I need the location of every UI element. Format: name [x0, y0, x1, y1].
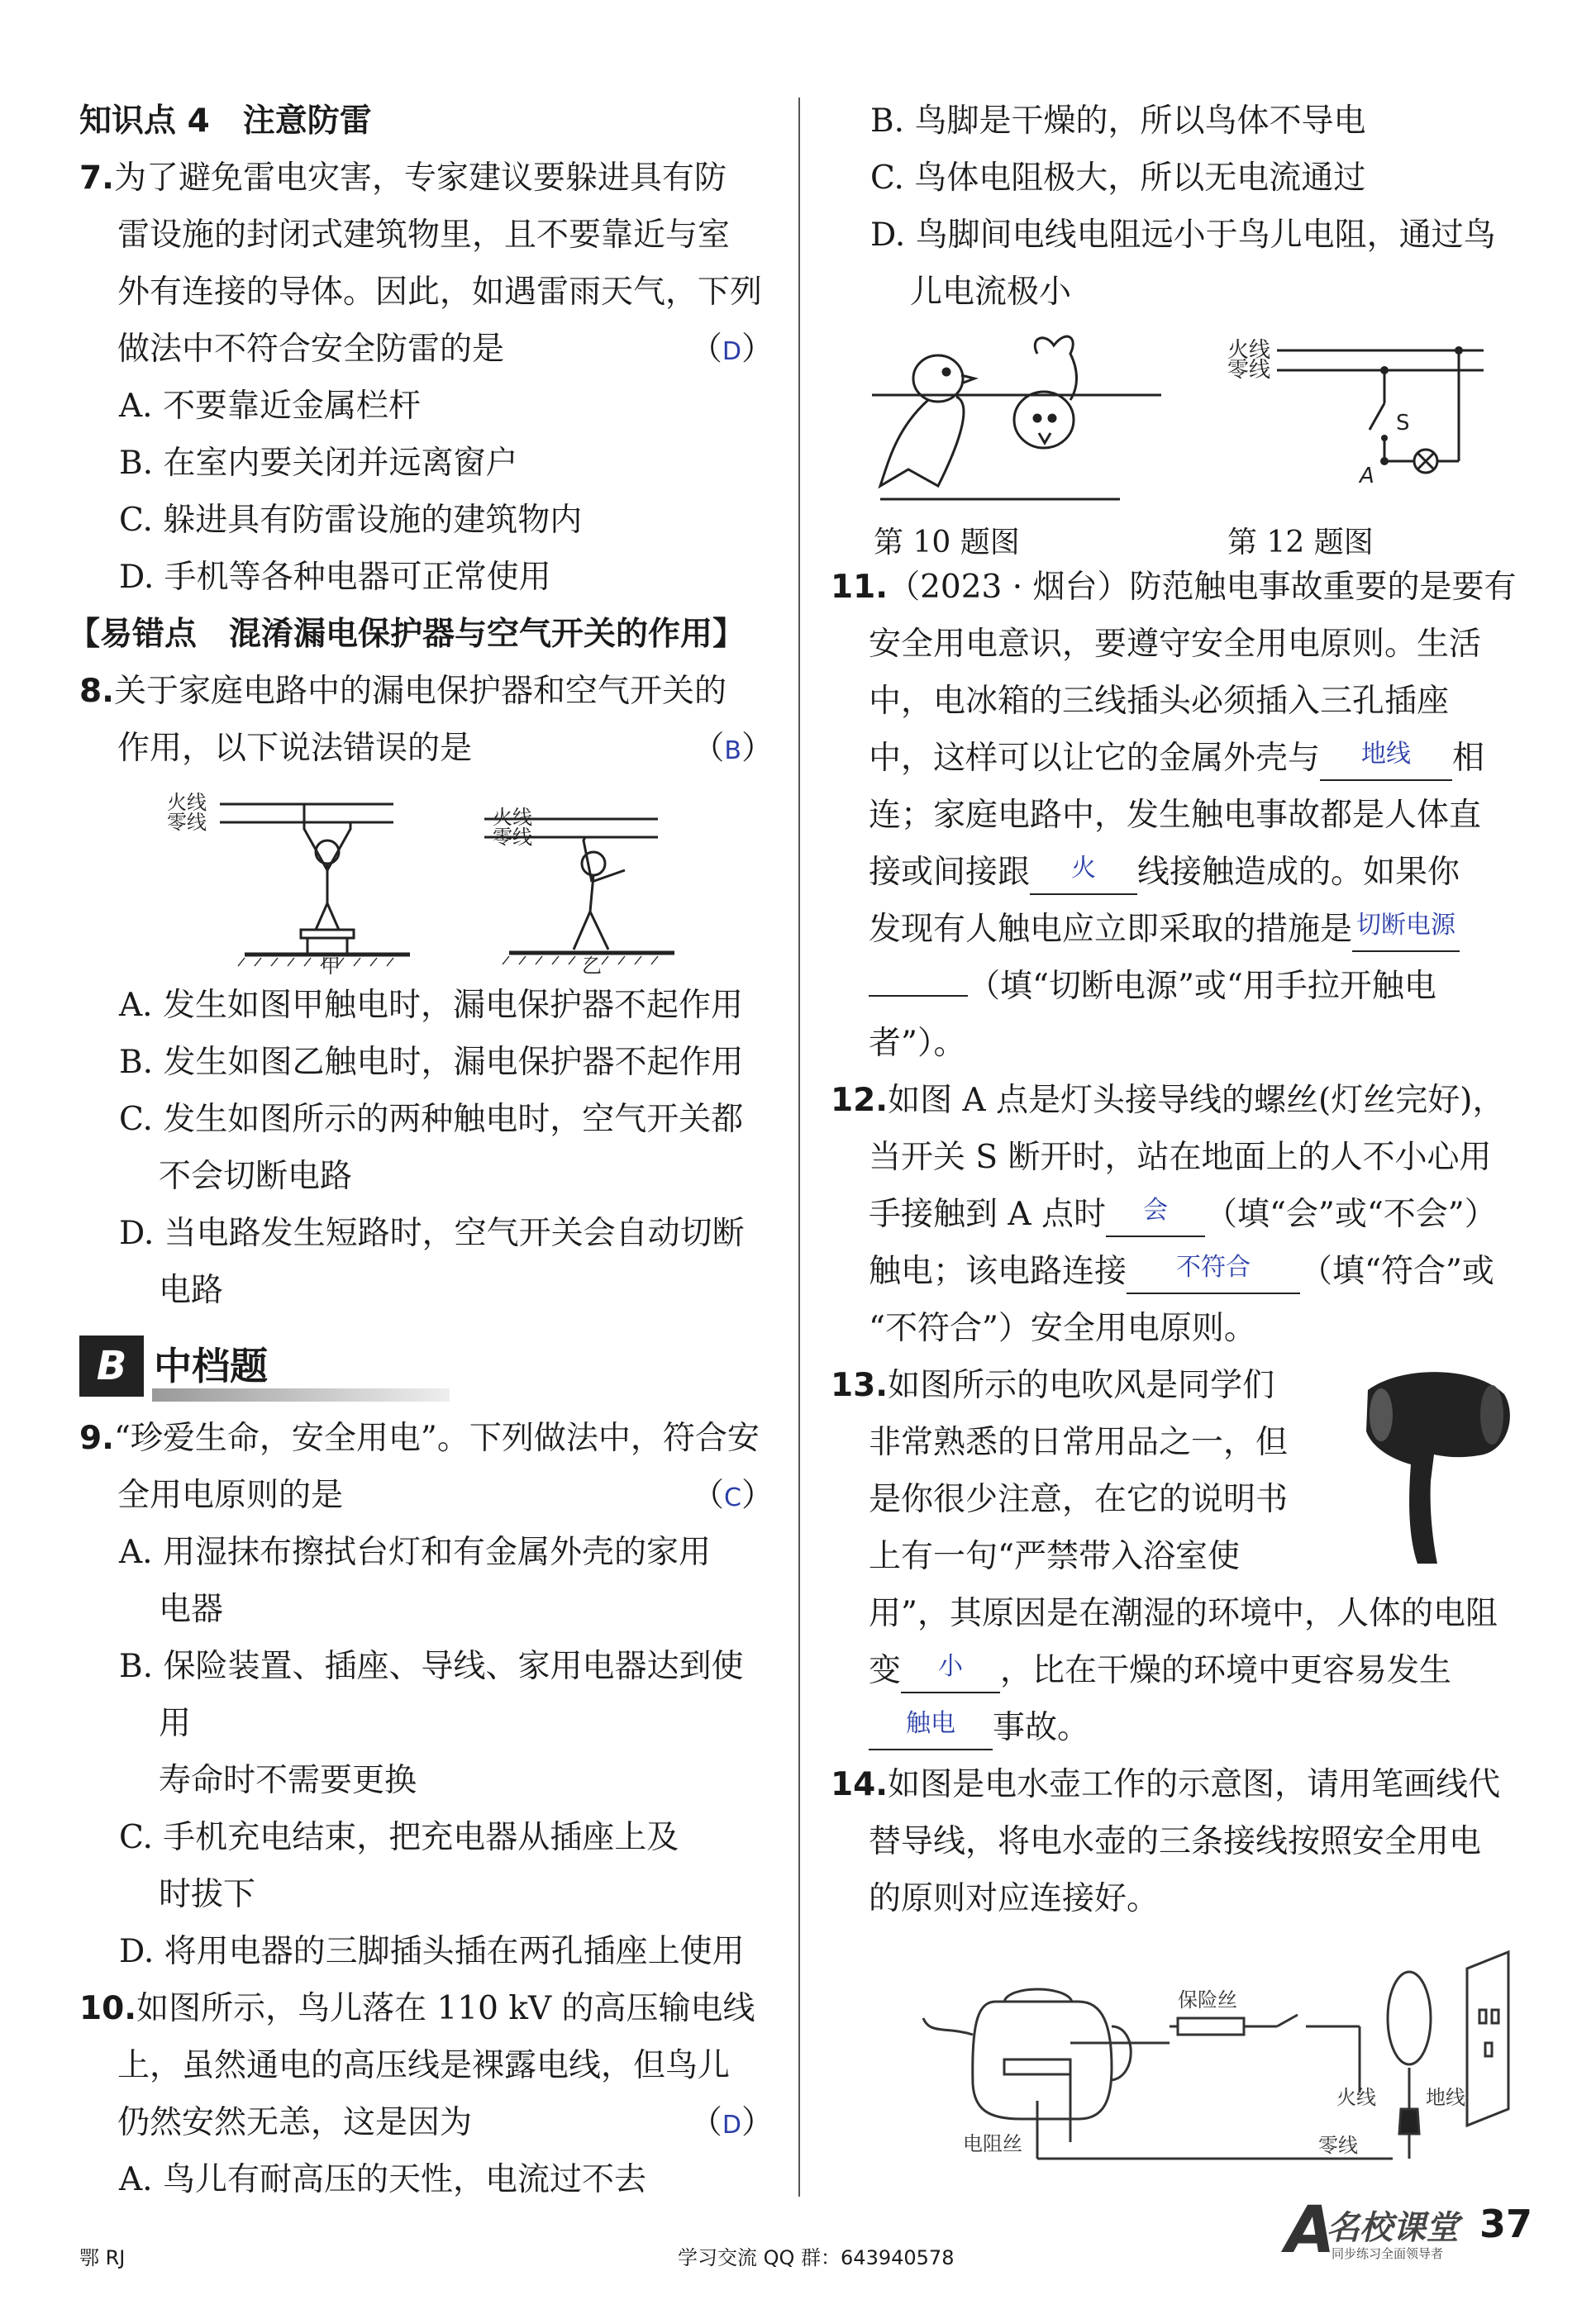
- question-11: 11.（2023 · 烟台）防范触电事故重要的是要有 安全用电意识，要遵守安全用电原则。生活 中，电冰箱的三线插头必须插入三孔插座 中，这样可以让它的金属外壳与 $^{地线}$ 相 连；家庭电路中，发生触电事故都是人体直 接或间接跟 $^火$ 线接触造成的。如果你 发现有人触电应立即采取的措施是 $^{切断电源}$ （填“切断电源”或“用手拉开触电 者”）。: [831, 569, 1517, 1062]
- option-d: D. 将用电器的三脚插头插在两孔插座上使用: [119, 1933, 745, 1970]
- blank-2[interactable]: 火: [1030, 855, 1137, 895]
- label-live: 火线: [1227, 338, 1270, 363]
- blank-2[interactable]: 触电: [869, 1710, 993, 1750]
- section-b-header: [79, 1331, 774, 1405]
- label-neutral: 零线: [1318, 2134, 1358, 2157]
- answer-paren: （B）: [692, 730, 774, 767]
- label-neutral: 零线: [1227, 358, 1270, 383]
- answer-mark: B: [724, 736, 741, 765]
- option-d: D. 当电路发生短路时，空气开关会自动切断 电路: [119, 1215, 745, 1309]
- figure-10-caption: 第 10 题图: [874, 526, 1020, 559]
- option-d: D. 手机等各种电器可正常使用: [119, 559, 551, 596]
- question-14: 14.如图是电水壶工作的示意图，请用笔画线代 替导线，将电水壶的三条接线按照安全用电 的原则对应连接好。: [831, 1766, 1501, 1917]
- label-ground: 地线: [1426, 2086, 1465, 2109]
- label-live-b: 火线: [493, 806, 532, 829]
- footer-qq-group: 学习交流 QQ 群：643940578: [678, 2246, 955, 2269]
- figure-12-caption: 第 12 题图: [1227, 526, 1374, 559]
- blank-2[interactable]: 不符合: [1127, 1254, 1300, 1294]
- column-divider: [798, 98, 800, 2197]
- option-b: B. 保险装置、插座、导线、家用电器达到使用 寿命时不需要更换: [119, 1648, 744, 1799]
- option-a: A. 不要靠近金属栏杆: [119, 388, 421, 425]
- blank-3[interactable]: 切断电源: [1352, 912, 1460, 952]
- right-column: [831, 93, 1517, 2175]
- option-c: C. 手机充电结束，把充电器从插座上及 时拔下: [119, 1819, 679, 1913]
- option-d: D. 鸟脚间电线电阻远小于鸟儿电阻，通过鸟 儿电流极小: [870, 217, 1496, 311]
- answer-paren: （C）: [692, 1477, 774, 1514]
- label-jia: 甲: [321, 955, 341, 974]
- question-number: 7.: [79, 160, 114, 197]
- kettle-wiring-diagram: [831, 1935, 1517, 2175]
- label-neutral-b: 零线: [493, 826, 532, 849]
- option-b: B. 在室内要关闭并远离窗户: [119, 445, 518, 482]
- answer-mark: D: [722, 2111, 741, 2140]
- question-12: 12.如图 A 点是灯头接导线的螺丝(灯丝完好)， 当开关 S 断开时，站在地面上的人不小心用 手接触到 A 点时 $^会$ （填“会”或“不会”） 触电；该电路连接 $^{不符合}$ （填“符合”或 “不符合”）安全用电原则。: [831, 1082, 1505, 1347]
- label-live: 火线: [1336, 2086, 1376, 2109]
- bird-and-circuit-diagram: [831, 321, 1517, 519]
- label-neutral-a: 零线: [167, 811, 207, 834]
- shock-diagram: [79, 779, 774, 974]
- option-a: A. 鸟儿有耐高压的天性，电流过不去: [119, 2161, 646, 2198]
- page-number: 37: [1479, 2202, 1533, 2246]
- section-b-badge: B: [79, 1336, 144, 1397]
- question-7: 7.为了避免雷电灾害，专家建议要躲进具有防 雷设施的封闭式建筑物里，且不要靠近与室 外有连接的导体。因此，如遇雷雨天气，下列 做法中不符合安全防雷的是 （D）: [79, 150, 774, 378]
- answer-paren: （D）: [689, 331, 774, 368]
- left-column: [68, 93, 774, 2208]
- label-live-a: 火线: [167, 791, 207, 814]
- label-yi: 乙: [582, 955, 602, 974]
- option-a: A. 用湿抹布擦拭台灯和有金属外壳的家用 电器: [119, 1534, 711, 1628]
- figure-14-kettle: [831, 1935, 1517, 2175]
- option-a: A. 发生如图甲触电时，漏电保护器不起作用: [119, 987, 743, 1024]
- option-c: C. 躲进具有防雷设施的建筑物内: [119, 502, 583, 539]
- blank-1[interactable]: 小: [901, 1653, 1000, 1693]
- label-resistor: 电阻丝: [963, 2132, 1022, 2155]
- label-point-a: A: [1360, 464, 1374, 488]
- footer-edition: 鄂 RJ: [79, 2246, 126, 2269]
- logo-name: 名校课堂: [1327, 2209, 1459, 2247]
- label-switch: S: [1396, 411, 1410, 436]
- brand-logo: [1285, 2193, 1475, 2268]
- label-fuse: 保险丝: [1178, 1988, 1237, 2012]
- option-c: C. 发生如图所示的两种触电时，空气开关都 不会切断电路: [119, 1101, 744, 1195]
- option-c: C. 鸟体电阻极大，所以无电流通过: [870, 160, 1366, 197]
- figure-8-electric-shock: [79, 777, 774, 972]
- blank-1[interactable]: 会: [1106, 1197, 1205, 1237]
- figures-10-12: [831, 321, 1517, 569]
- option-b: B. 发生如图乙触电时，漏电保护器不起作用: [119, 1044, 744, 1081]
- question-13: 13.如图所示的电吹风是同学们 非常熟悉的日常用品之一，但 是你很少注意，在它的说明书 上有一句“严禁带入浴室使 用”，其原因是在潮湿的环境中，人体的电阻 变 $^小$ ，比在干燥的环境中更容易发生 $^{触电}$ 事故。: [831, 1357, 1517, 1756]
- section-b-title: 中档题: [154, 1344, 268, 1388]
- error-point-heading: 【易错点 混淆漏电保护器与空气开关的作用】: [68, 616, 746, 653]
- question-8: 8.关于家庭电路中的漏电保护器和空气开关的 作用，以下说法错误的是 （B）: [79, 663, 774, 777]
- answer-mark: D: [722, 337, 741, 366]
- option-b: B. 鸟脚是干燥的，所以鸟体不导电: [870, 102, 1366, 140]
- answer-paren: （D）: [689, 2104, 774, 2141]
- logo-tagline: 同步练习全面领导者: [1332, 2246, 1444, 2261]
- hair-dryer-image: [1351, 1357, 1517, 1572]
- blank-1[interactable]: 地线: [1320, 740, 1452, 781]
- question-10: 10.如图所示，鸟儿落在 110 kV 的高压输电线 上，虽然通电的高压线是裸露电线，但鸟儿 仍然安然无恙，这是因为 （D）: [79, 1980, 774, 2151]
- section-heading-4: 知识点 4 注意防雷: [79, 102, 372, 140]
- answer-mark: C: [724, 1483, 741, 1512]
- question-9: 9.“珍爱生命，安全用电”。下列做法中，符合安 全用电原则的是 （C）: [79, 1410, 774, 1524]
- logo-letter: A: [1285, 2193, 1336, 2268]
